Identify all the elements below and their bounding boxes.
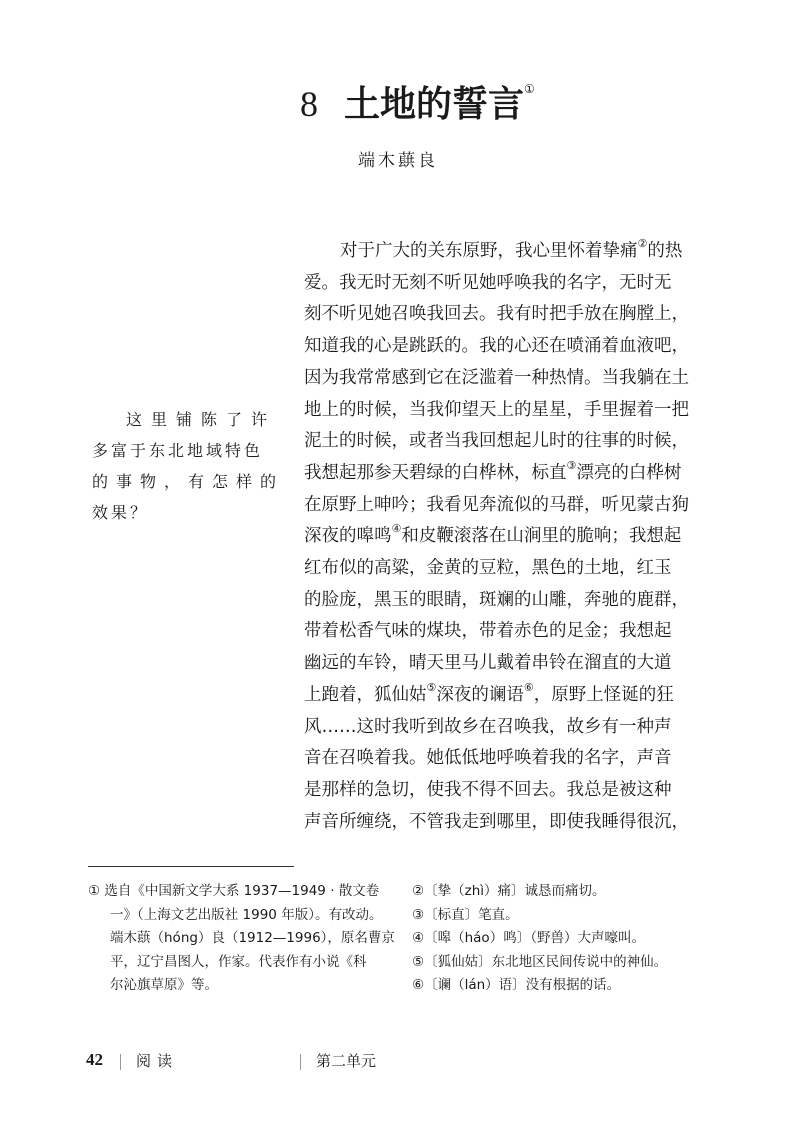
body-paragraph <box>304 236 704 838</box>
lesson-number: 8 <box>300 84 318 124</box>
body-line: 的脸庞，黑玉的眼睛，斑斓的山雕，奔驰的鹿群， <box>304 589 689 610</box>
side-note <box>92 404 285 528</box>
footnotes-left <box>88 880 398 998</box>
side-note-line: 效果？ <box>92 503 150 522</box>
footnotes-right <box>412 880 732 998</box>
footnote-line: ②〔挚（zhì）痛〕诚恳而痛切。 <box>412 883 606 899</box>
author-name: 端木蕻良 <box>358 151 438 171</box>
footnote-divider <box>88 866 294 867</box>
body-line: 因为我常常感到它在泛滥着一种热情。当我躺在土 <box>304 367 689 388</box>
body-line: 带着松香气味的煤块，带着赤色的足金；我想起 <box>304 621 672 642</box>
body-line: 在原野上呻吟；我看见奔流似的马群，听见蒙古狗 <box>304 494 689 515</box>
body-line: 知道我的心是跳跃的。我的心还在喷涌着血液吧， <box>304 336 689 357</box>
footnote-line: ⑤〔狐仙姑〕东北地区民间传说中的神仙。 <box>412 953 668 970</box>
body-line: 深夜的嗥鸣④和皮鞭滚落在山涧里的脆响；我想起 <box>304 522 682 547</box>
footnote-line: ⑥〔谰（lán）语〕没有根据的话。 <box>412 977 621 993</box>
footnote-line: ① 选自《中国新文学大系 1937—1949 · 散文卷 <box>88 883 380 899</box>
footnote-line: ④〔嗥（háo）鸣〕（野兽）大声嚎叫。 <box>412 930 645 946</box>
body-line: 幽远的车铃，晴天里马儿戴着串铃在溜直的大道 <box>304 653 672 674</box>
body-line: 爱。我无时无刻不听见她呼唤我的名字，无时无 <box>304 272 672 293</box>
body-line: 泥土的时候，或者当我回想起儿时的往事的时候， <box>304 431 689 452</box>
page-number: 42 <box>86 1050 103 1069</box>
side-note-line: 这里铺陈了许 <box>126 410 277 429</box>
body-line: 对于广大的关东原野，我心里怀着挚痛②的热 <box>340 237 683 261</box>
footer-divider <box>300 1054 301 1070</box>
body-line: 刻不听见她召唤我回去。我有时把手放在胸膛上， <box>304 304 689 325</box>
footer-unit: 第二单元 <box>316 1052 377 1070</box>
lesson-title-text: 土地的誓言 <box>344 84 525 125</box>
side-note-line: 多富于东北地域特色 <box>92 441 264 460</box>
lesson-title <box>300 76 535 127</box>
footnote-ref: ④ <box>391 522 402 536</box>
footnote-ref: ⑥ <box>523 680 534 694</box>
footnote-ref: ③ <box>566 458 577 472</box>
body-line: 是那样的急切，使我不得不回去。我总是被这种 <box>304 779 672 800</box>
footnote-line: 端木蕻（hóng）良（1912—1996），原名曹京 <box>110 930 395 946</box>
body-line: 声音所缠绕，不管我走到哪里，即使我睡得很沉， <box>304 811 689 832</box>
body-line: 地上的时候，当我仰望天上的星星，手里握着一把 <box>304 399 689 420</box>
side-note-line: 的事物，有怎样的 <box>92 472 285 491</box>
footnote-line: 一》（上海文艺出版社 1990 年版）。有改动。 <box>110 906 383 923</box>
footnote-line: 尔沁旗草原》等。 <box>110 977 218 993</box>
page-footer <box>0 1050 793 1074</box>
footnote-ref: ② <box>637 237 648 250</box>
body-line: 音在召唤着我。她低低地呼唤着我的名字，声音 <box>304 748 672 769</box>
body-line: 风……这时我听到故乡在召唤我，故乡有一种声 <box>304 716 672 737</box>
body-line: 我想起那参天碧绿的白桦林，标直③漂亮的白桦树 <box>304 458 682 483</box>
body-line: 红布似的高粱，金黄的豆粒，黑色的土地，红玉 <box>304 558 672 579</box>
title-footnote-mark: ① <box>524 82 535 96</box>
footnote-line: ③〔标直〕笔直。 <box>412 906 519 923</box>
footnote-ref: ⑤ <box>426 680 437 694</box>
body-line: 上跑着，狐仙姑⑤深夜的谰语⑥，原野上怪诞的狂 <box>304 680 674 705</box>
footer-section: 阅读 <box>136 1052 179 1070</box>
footer-divider <box>120 1054 121 1070</box>
footnote-line: 平，辽宁昌图人，作家。代表作有小说《科 <box>110 953 367 970</box>
